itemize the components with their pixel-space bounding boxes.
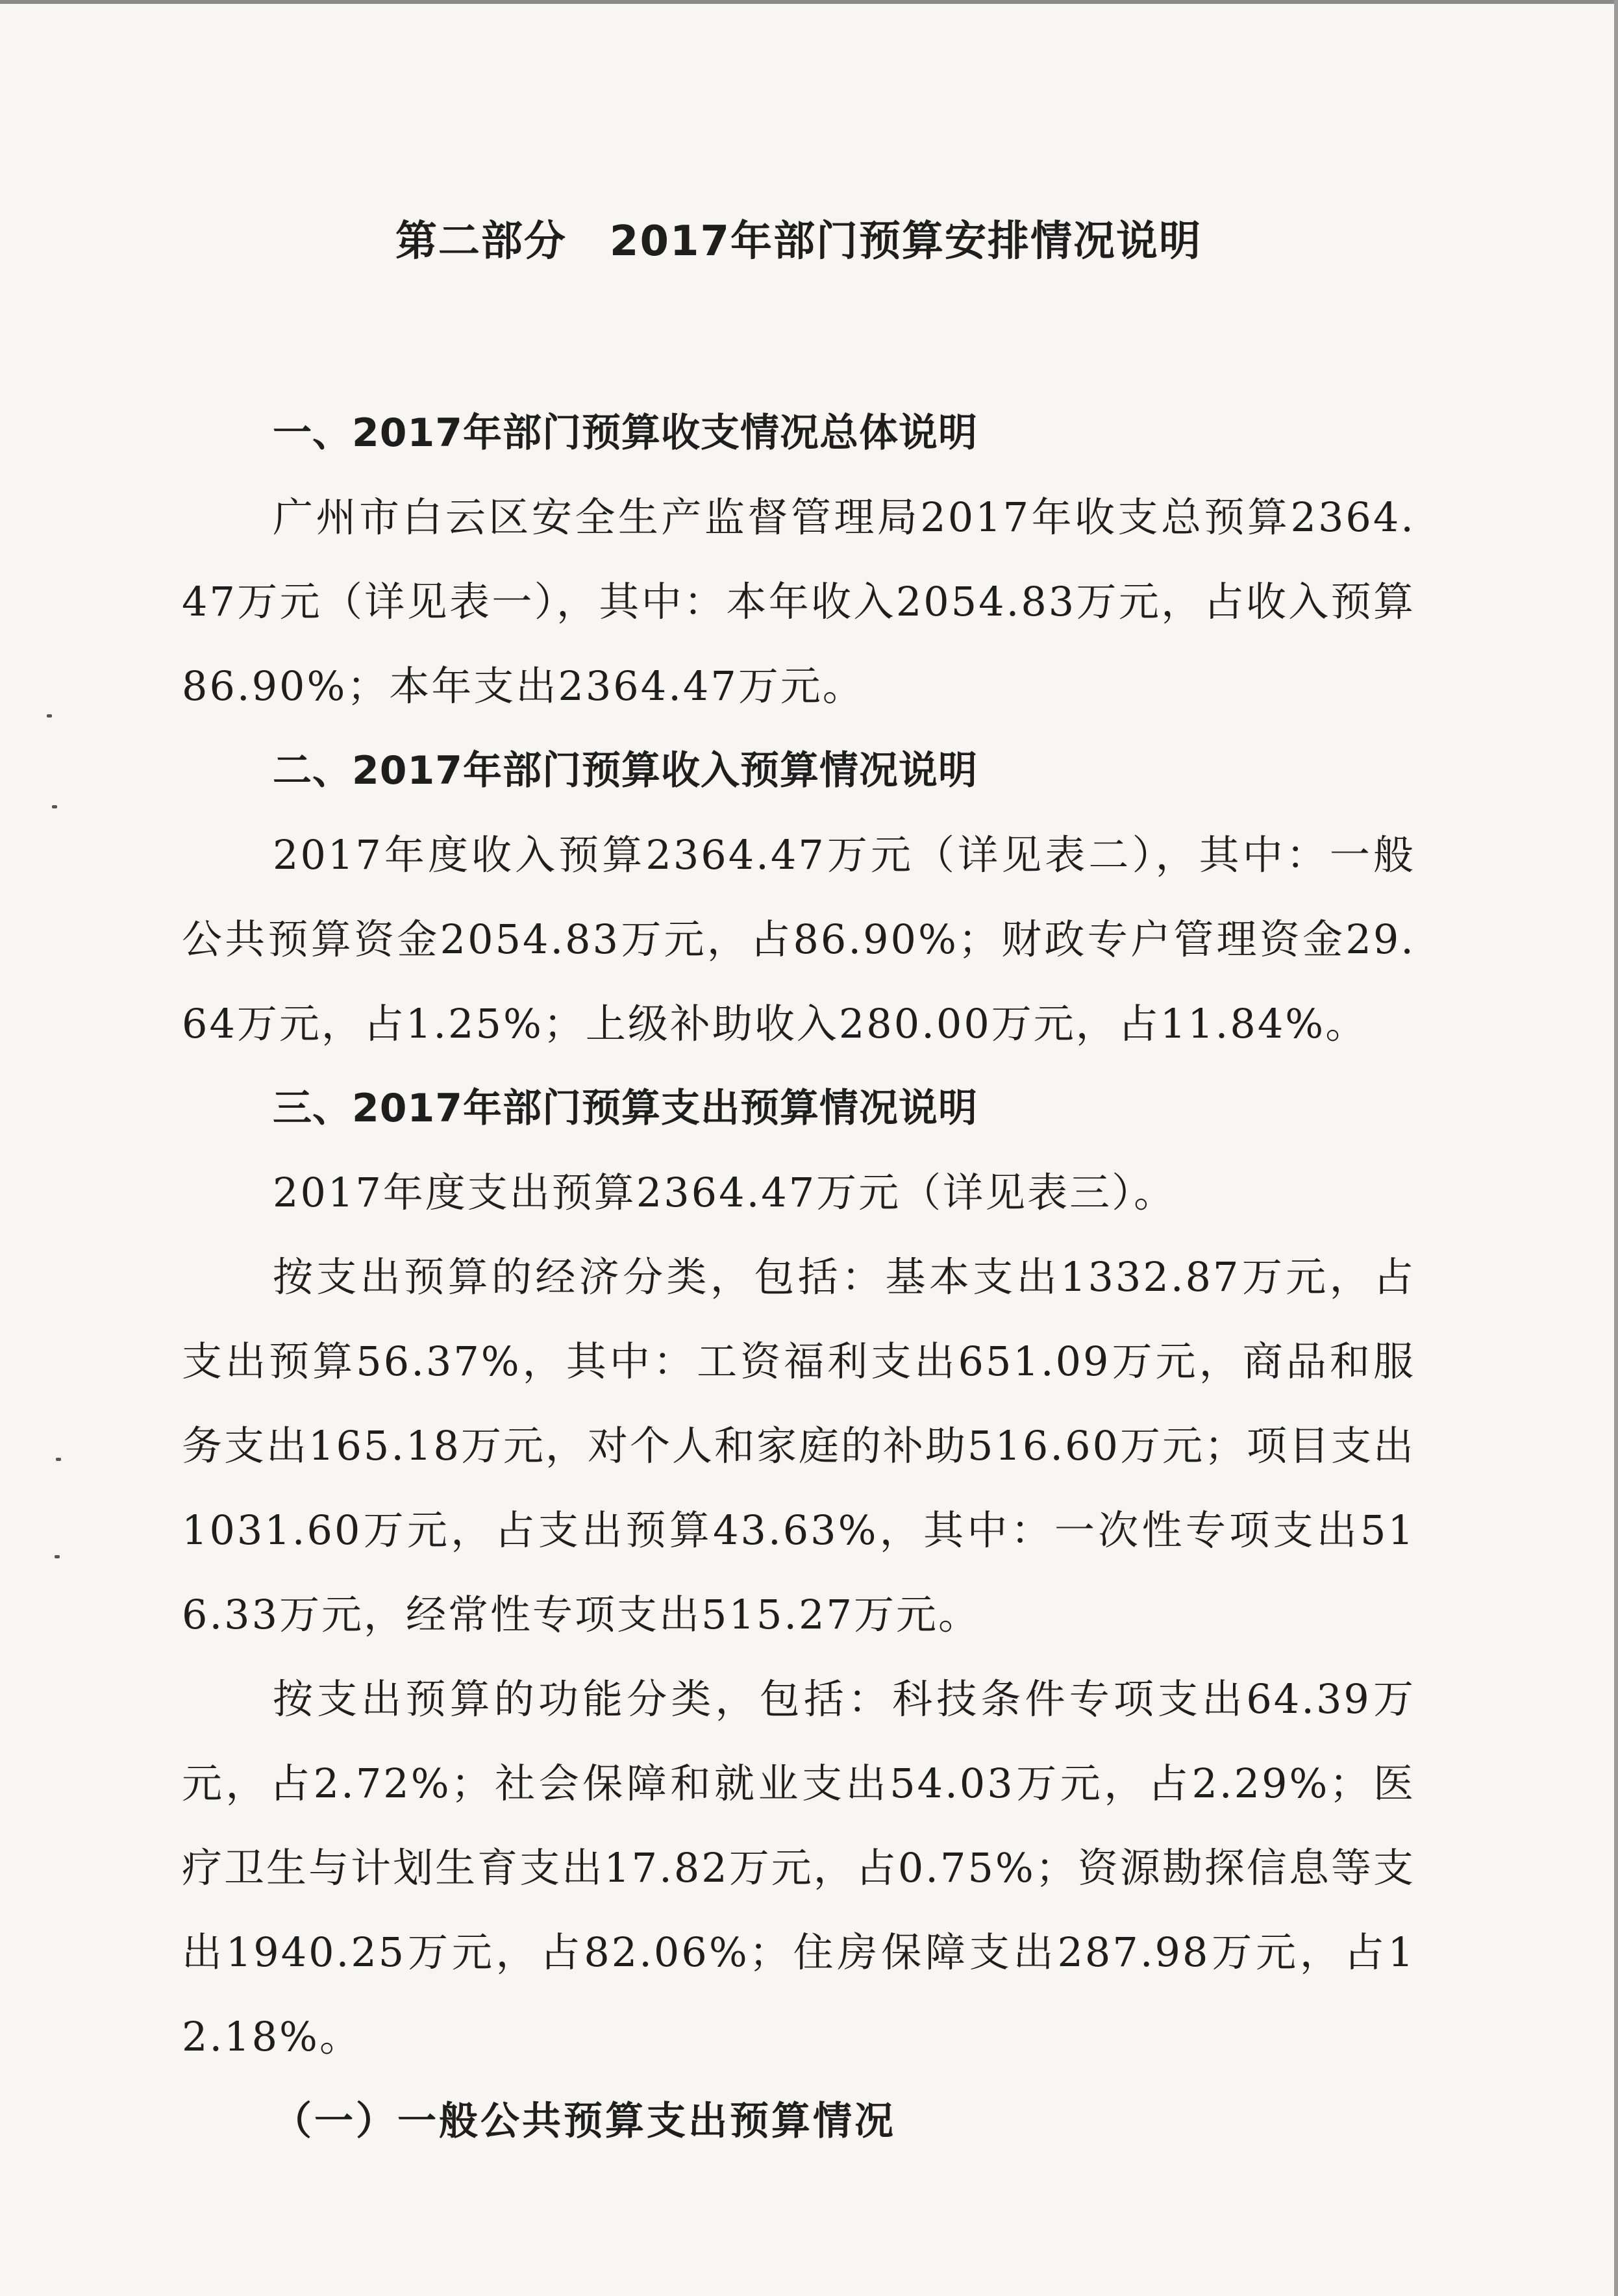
section-heading: 一、2017年部门预算收支情况总体说明 bbox=[273, 410, 978, 456]
scan-speck bbox=[55, 1555, 60, 1558]
scan-edge-top bbox=[0, 0, 1618, 4]
scan-speck bbox=[47, 714, 52, 718]
scan-speck bbox=[52, 805, 57, 808]
paragraph: 按支出预算的经济分类，包括：基本支出1332.87万元，占支出预算56.37%，其中：工资福利支出651.09万元，商品和服务支出165.18万元，对个人和家庭的补助516.60万元；项目支出1031.60万元，占支出预算43.63%，其中：一次性专项支出516.33万元，经常性专项支出515.27万元。 bbox=[182, 1253, 1415, 1638]
paragraph: 2017年度收入预算2364.47万元（详见表二），其中：一般公共预算资金2054.83万元，占86.90%；财政专户管理资金29.64万元，占1.25%；上级补助收入280.00万元，占11.84%。 bbox=[182, 831, 1415, 1047]
section-overview bbox=[182, 391, 1415, 729]
paragraph: 2017年度支出预算2364.47万元（详见表三）。 bbox=[273, 1169, 1176, 1216]
scan-edge-right bbox=[1614, 0, 1618, 2296]
document-page bbox=[182, 208, 1415, 2164]
section-income bbox=[182, 729, 1415, 1066]
paragraph: 广州市白云区安全生产监督管理局2017年收支总预算2364.47万元（详见表一），其中：本年收入2054.83万元，占收入预算86.90%；本年支出2364.47万元。 bbox=[182, 493, 1415, 710]
sub-heading: （一）一般公共预算支出预算情况 bbox=[273, 2099, 896, 2144]
section-expenditure bbox=[182, 1066, 1415, 2079]
paragraph: 按支出预算的功能分类，包括：科技条件专项支出64.39万元，占2.72%；社会保障和就业支出54.03万元，占2.29%；医疗卫生与计划生育支出17.82万元，占0.75%；资源勘探信息等支出1940.25万元，占82.06%；住房保障支出287.98万元，占12.18%。 bbox=[182, 1675, 1415, 2060]
section-heading: 二、2017年部门预算收入预算情况说明 bbox=[273, 748, 978, 793]
page-title: 第二部分 2017年部门预算安排情况说明 bbox=[395, 218, 1202, 266]
section-heading: 三、2017年部门预算支出预算情况说明 bbox=[273, 1086, 978, 1131]
scan-speck bbox=[56, 1458, 61, 1461]
